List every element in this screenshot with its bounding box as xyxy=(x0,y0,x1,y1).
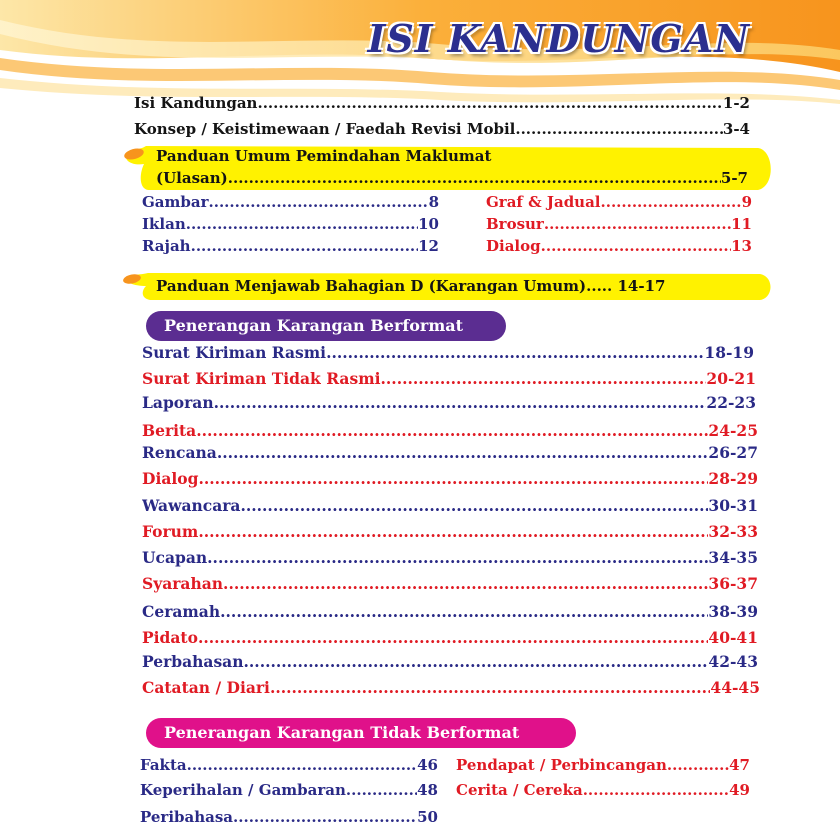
toc-row: Pendapat / Perbincangan ..... 47 xyxy=(456,756,750,774)
toc-row: Laporan ..... 22-23 xyxy=(142,393,756,412)
toc-row: Berita ..... 24-25 xyxy=(142,421,758,440)
toc-row: Wawancara ..... 30-31 xyxy=(142,496,758,515)
toc-row: Graf & Jadual ..... 9 xyxy=(486,193,752,211)
toc-row: Forum ..... 32-33 xyxy=(142,522,758,541)
toc-row: Rajah ..... 12 xyxy=(142,237,439,255)
section-heading-pemindahan: Panduan Umum Pemindahan Maklumat xyxy=(156,147,492,165)
toc-row: Perbahasan ..... 42-43 xyxy=(142,652,758,671)
toc-row: Cerita / Cereka ..... 49 xyxy=(456,781,750,799)
toc-row: Rencana ..... 26-27 xyxy=(142,443,758,462)
section-pill-tidak-berformat: Penerangan Karangan Tidak Berformat xyxy=(146,718,576,748)
toc-row: Gambar ..... 8 xyxy=(142,193,439,211)
toc-row: Catatan / Diari ..... 44-45 xyxy=(142,678,760,697)
toc-row: Keperihalan / Gambaran ..... 48 xyxy=(140,781,438,799)
page-title: ISI KANDUNGAN xyxy=(367,16,750,61)
toc-row: Iklan ..... 10 xyxy=(142,215,439,233)
toc-row: Peribahasa ..... 50 xyxy=(140,808,438,826)
toc-row: Pidato ..... 40-41 xyxy=(142,628,758,647)
toc-row: Dialog ..... 13 xyxy=(486,237,752,255)
toc-row: Surat Kiriman Tidak Rasmi ..... 20-21 xyxy=(142,369,756,388)
toc-row: Konsep / Keistimewaan / Faedah Revisi Mobil ..... 3-4 xyxy=(134,120,750,138)
toc-row: Dialog ..... 28-29 xyxy=(142,469,758,488)
toc-row: Surat Kiriman Rasmi ..... 18-19 xyxy=(142,343,754,362)
toc-row: Brosur ..... 11 xyxy=(486,215,752,233)
toc-row: Ceramah ..... 38-39 xyxy=(142,602,758,621)
section-pill-berformat: Penerangan Karangan Berformat xyxy=(146,311,506,341)
toc-row: (Ulasan) ..... 5-7 xyxy=(156,169,748,187)
section-heading-menjawab: Panduan Menjawab Bahagian D (Karangan Umum) ..... 14-17 xyxy=(156,277,666,295)
toc-row: Syarahan ..... 36-37 xyxy=(142,574,758,593)
toc-row: Ucapan ..... 34-35 xyxy=(142,548,758,567)
toc-row: Fakta ..... 46 xyxy=(140,756,438,774)
toc-row: Isi Kandungan ..... 1-2 xyxy=(134,94,750,112)
